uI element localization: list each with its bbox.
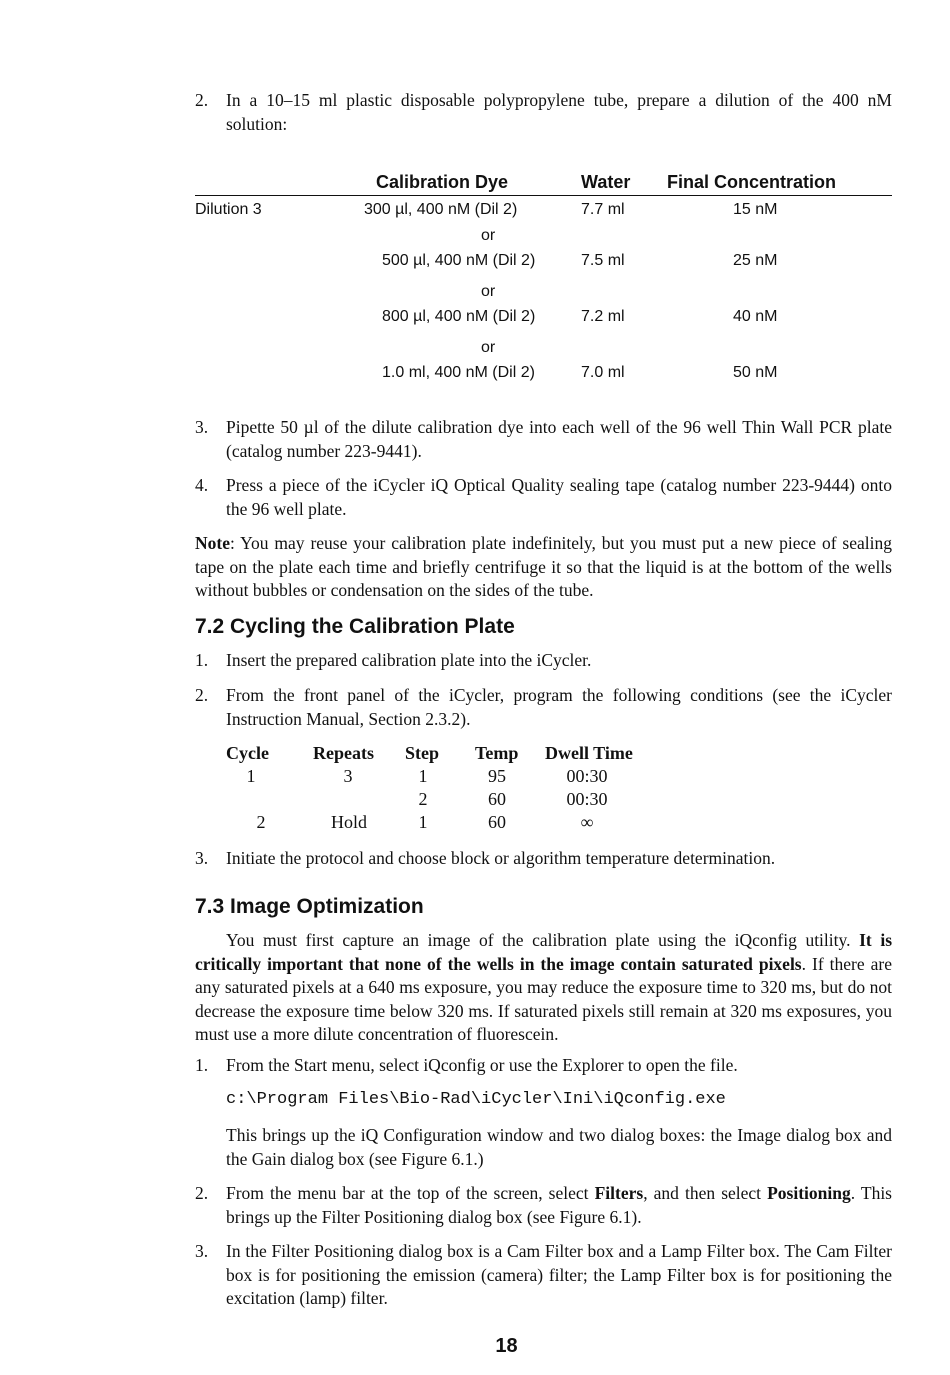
list-number: 2.	[195, 685, 209, 705]
list-text: In a 10–15 ml plastic disposable polypropylene tube, prepare a dilution of the 400 nM solution:	[226, 90, 892, 134]
note-text: : You may reuse your calibration plate indefinitely, but you must put a new piece of sealing tape on the plate each time and briefly centrifuge it so that the liquid is at the bottom of the wells without bubbles or condensation on the sides of the tube.	[195, 533, 892, 600]
table-header: Step	[405, 743, 440, 763]
table-cell: 60	[488, 789, 506, 809]
list-number: 2.	[195, 1183, 209, 1203]
table-header: Calibration Dye	[376, 172, 509, 192]
page-number: 18	[495, 1335, 518, 1357]
list-number: 3.	[195, 417, 209, 437]
or-label: or	[481, 227, 496, 244]
table-cell: 00:30	[566, 789, 608, 809]
list-text: Press a piece of the iCycler iQ Optical Quality sealing tape (catalog number 223-9444) onto the 96 well plate.	[226, 475, 892, 519]
or-label: or	[481, 339, 496, 356]
note-label: Note	[195, 533, 230, 553]
list-number: 1.	[195, 1055, 209, 1075]
paragraph-text: You must first capture an image of the calibration plate using the iQconfig utility.	[226, 930, 860, 950]
table-cell: 1	[418, 812, 428, 832]
table-cell: 300 µl, 400 nM (Dil 2)	[364, 201, 518, 218]
text-segment: From the menu bar at the top of the screen, select	[226, 1183, 595, 1203]
list-text: In the Filter Positioning dialog box is a Cam Filter box and a Lamp Filter box. The Cam Filter box is for positioning the emission (camera) filter; the Lamp Filter box is for positioning the excitation (lamp) filter.	[226, 1241, 892, 1308]
table-header: Temp	[475, 743, 519, 763]
table-cell: 1	[246, 766, 256, 786]
list-number: 3.	[195, 1241, 209, 1261]
list-text: Pipette 50 µl of the dilute calibration dye into each well of the 96 well Thin Wall PCR plate (catalog number 223-9441).	[226, 417, 892, 461]
list-number: 4.	[195, 475, 209, 495]
list-number: 1.	[195, 650, 209, 670]
table-rule	[195, 195, 892, 196]
text-segment: , and then select	[643, 1183, 768, 1203]
body-paragraph	[195, 929, 892, 1047]
file-path: c:\Program Files\Bio-Rad\iCycler\Ini\iQconfig.exe	[226, 1090, 726, 1109]
table-cell: ∞	[580, 812, 594, 832]
list-continuation: This brings up the iQ Configuration window and two dialog boxes: the Image dialog box and the Gain dialog box (see Figure 6.1.)	[226, 1125, 892, 1169]
list-number: 3.	[195, 848, 209, 868]
table-cell: 15 nM	[733, 201, 778, 218]
table-header: Dwell Time	[545, 743, 633, 763]
list-number: 2.	[195, 90, 209, 110]
or-label: or	[481, 283, 496, 300]
menu-name: Positioning	[767, 1183, 851, 1203]
section-heading: 7.3 Image Optimization	[195, 895, 424, 918]
text-segment: . This brings up the Filter Positioning dialog box (see Figure 6.1).	[226, 1183, 892, 1227]
list-text: Initiate the protocol and choose block or algorithm temperature determination.	[226, 848, 776, 868]
table-header: Cycle	[226, 743, 269, 763]
list-text: Insert the prepared calibration plate into the iCycler.	[226, 650, 592, 670]
menu-name: Filters	[594, 1183, 644, 1203]
table-cell: 95	[488, 766, 506, 786]
list-text: From the front panel of the iCycler, program the following conditions (see the iCycler Instruction Manual, Section 2.3.2).	[226, 685, 892, 729]
table-cell: Hold	[331, 812, 367, 832]
table-cell: 7.2 ml	[581, 308, 625, 325]
note-paragraph	[195, 532, 892, 603]
section-heading: 7.2 Cycling the Calibration Plate	[195, 615, 515, 638]
list-text: From the Start menu, select iQconfig or use the Explorer to open the file.	[226, 1055, 738, 1075]
table-cell: 2	[418, 789, 428, 809]
table-cell: 40 nM	[733, 308, 778, 325]
row-label: Dilution 3	[195, 201, 262, 218]
table-cell: 7.7 ml	[581, 201, 625, 218]
list-text	[226, 1182, 892, 1229]
table-cell: 25 nM	[733, 252, 778, 269]
table-cell: 800 µl, 400 nM (Dil 2)	[382, 308, 536, 325]
table-cell: 1.0 ml, 400 nM (Dil 2)	[382, 364, 535, 381]
table-header: Repeats	[313, 743, 374, 763]
table-header: Final Concentration	[667, 172, 837, 192]
emphasis-text: It is critically important that none of the wells in the image contain saturated pixels	[195, 930, 893, 974]
table-cell: 50 nM	[733, 364, 778, 381]
table-cell: 60	[488, 812, 506, 832]
table-cell: 00:30	[566, 766, 608, 786]
table-cell: 1	[418, 766, 428, 786]
table-cell: 2	[256, 812, 266, 832]
table-cell: 7.5 ml	[581, 252, 625, 269]
table-cell: 3	[343, 766, 353, 786]
table-cell: 7.0 ml	[581, 364, 625, 381]
paragraph-text: . If there are any saturated pixels at a 640 ms exposure, you may reduce the exposure time to 320 ms, but do not decrease the exposure time below 320 ms. If saturated pixels still remain at 320 ms exposures, you must use a more dilute concentration of fluorescein.	[195, 953, 892, 1044]
table-header: Water	[581, 172, 631, 192]
table-cell: 500 µl, 400 nM (Dil 2)	[382, 252, 536, 269]
